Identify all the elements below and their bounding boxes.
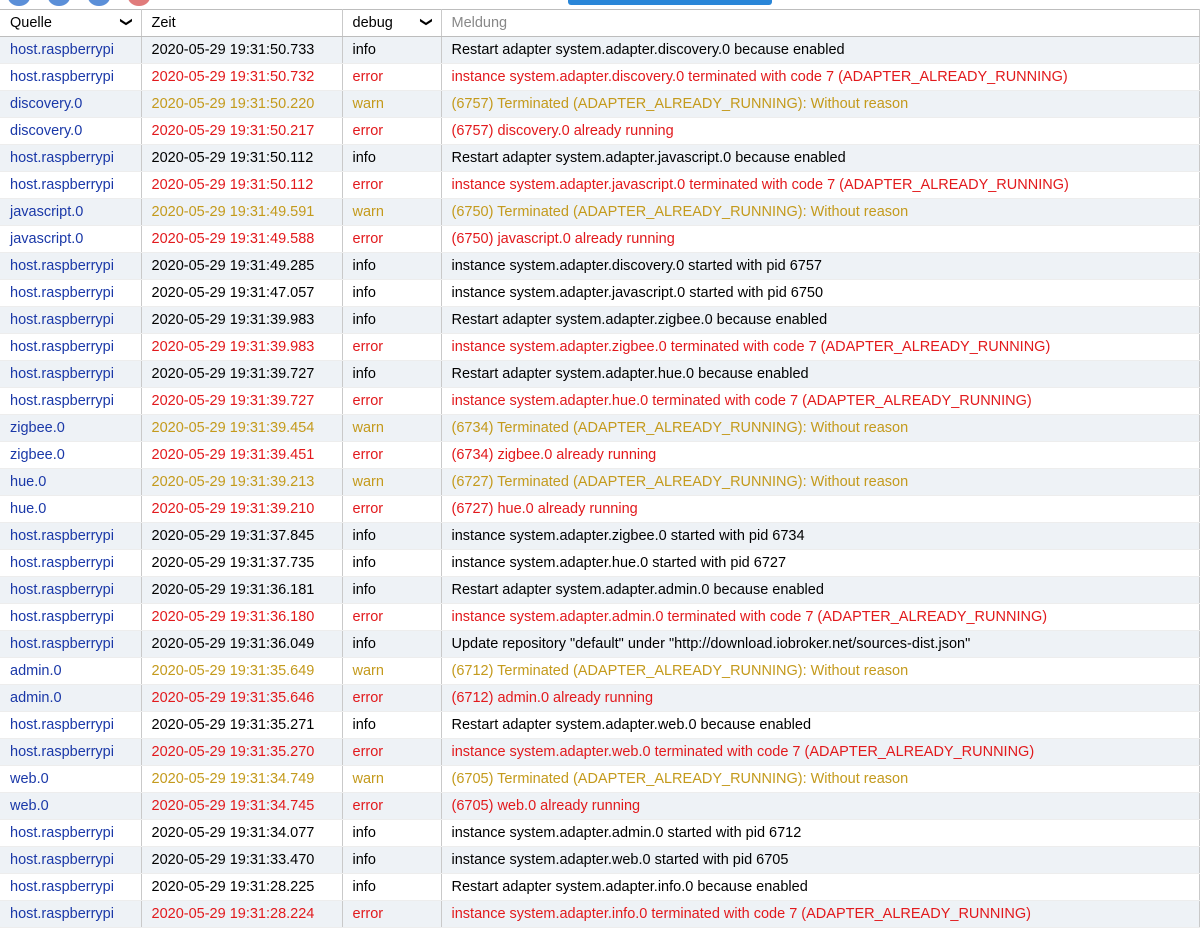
- log-source: host.raspberrypi: [0, 820, 141, 847]
- log-message: (6734) Terminated (ADAPTER_ALREADY_RUNNING): Without reason: [441, 415, 1200, 442]
- log-row[interactable]: [0, 577, 1200, 604]
- log-level: info: [342, 37, 441, 64]
- log-level: info: [342, 577, 441, 604]
- log-level: warn: [342, 658, 441, 685]
- log-time: 2020-05-29 19:31:39.983: [141, 307, 342, 334]
- log-level: info: [342, 847, 441, 874]
- log-level: info: [342, 145, 441, 172]
- log-row[interactable]: [0, 280, 1200, 307]
- log-row[interactable]: [0, 874, 1200, 901]
- toolbar-button-1[interactable]: [8, 0, 30, 6]
- log-level: warn: [342, 91, 441, 118]
- log-source: host.raspberrypi: [0, 604, 141, 631]
- log-message: (6727) hue.0 already running: [441, 496, 1200, 523]
- log-source: host.raspberrypi: [0, 388, 141, 415]
- log-message: instance system.adapter.discovery.0 started with pid 6757: [441, 253, 1200, 280]
- log-message: instance system.adapter.admin.0 started with pid 6712: [441, 820, 1200, 847]
- log-source: host.raspberrypi: [0, 361, 141, 388]
- toolbar-remnant: [0, 0, 1200, 8]
- log-time: 2020-05-29 19:31:36.180: [141, 604, 342, 631]
- log-source: host.raspberrypi: [0, 874, 141, 901]
- log-time: 2020-05-29 19:31:37.735: [141, 550, 342, 577]
- log-message: Restart adapter system.adapter.admin.0 because enabled: [441, 577, 1200, 604]
- log-table-header: [0, 10, 1200, 37]
- log-level: error: [342, 226, 441, 253]
- log-message: (6705) web.0 already running: [441, 793, 1200, 820]
- log-level: info: [342, 361, 441, 388]
- log-row[interactable]: [0, 631, 1200, 658]
- log-message: instance system.adapter.info.0 terminated with code 7 (ADAPTER_ALREADY_RUNNING): [441, 901, 1200, 928]
- log-row[interactable]: [0, 91, 1200, 118]
- log-level: warn: [342, 199, 441, 226]
- log-row[interactable]: [0, 604, 1200, 631]
- log-message: (6734) zigbee.0 already running: [441, 442, 1200, 469]
- log-time: 2020-05-29 19:31:49.591: [141, 199, 342, 226]
- log-row[interactable]: [0, 145, 1200, 172]
- log-time: 2020-05-29 19:31:39.213: [141, 469, 342, 496]
- log-level: info: [342, 523, 441, 550]
- level-header-label: debug: [352, 15, 393, 31]
- log-row[interactable]: [0, 361, 1200, 388]
- log-message: instance system.adapter.web.0 terminated with code 7 (ADAPTER_ALREADY_RUNNING): [441, 739, 1200, 766]
- log-source: host.raspberrypi: [0, 307, 141, 334]
- log-time: 2020-05-29 19:31:34.745: [141, 793, 342, 820]
- log-level: error: [342, 793, 441, 820]
- log-row[interactable]: [0, 766, 1200, 793]
- log-source: host.raspberrypi: [0, 334, 141, 361]
- log-time: 2020-05-29 19:31:39.454: [141, 415, 342, 442]
- log-message: Restart adapter system.adapter.hue.0 because enabled: [441, 361, 1200, 388]
- log-message: instance system.adapter.discovery.0 terminated with code 7 (ADAPTER_ALREADY_RUNNING): [441, 64, 1200, 91]
- source-header-label: Quelle: [10, 15, 52, 31]
- log-time: 2020-05-29 19:31:34.077: [141, 820, 342, 847]
- log-source: javascript.0: [0, 226, 141, 253]
- chevron-down-icon: ❮: [418, 16, 433, 28]
- log-message: Restart adapter system.adapter.discovery.0 because enabled: [441, 37, 1200, 64]
- log-table: [0, 9, 1200, 928]
- log-time: 2020-05-29 19:31:49.285: [141, 253, 342, 280]
- log-level: info: [342, 253, 441, 280]
- log-level: error: [342, 64, 441, 91]
- log-message: (6750) Terminated (ADAPTER_ALREADY_RUNNING): Without reason: [441, 199, 1200, 226]
- log-level: error: [342, 388, 441, 415]
- log-row[interactable]: [0, 739, 1200, 766]
- log-message: instance system.adapter.web.0 started with pid 6705: [441, 847, 1200, 874]
- log-message: instance system.adapter.javascript.0 terminated with code 7 (ADAPTER_ALREADY_RUNNING): [441, 172, 1200, 199]
- log-message: instance system.adapter.hue.0 terminated with code 7 (ADAPTER_ALREADY_RUNNING): [441, 388, 1200, 415]
- log-time: 2020-05-29 19:31:33.470: [141, 847, 342, 874]
- log-source: host.raspberrypi: [0, 739, 141, 766]
- log-level: info: [342, 280, 441, 307]
- log-source: host.raspberrypi: [0, 577, 141, 604]
- log-source: host.raspberrypi: [0, 64, 141, 91]
- toolbar-button-4[interactable]: [128, 0, 150, 6]
- log-row[interactable]: [0, 37, 1200, 64]
- source-filter-select[interactable]: [0, 10, 141, 37]
- message-filter-input[interactable]: [441, 10, 1200, 37]
- log-message: Update repository "default" under "http://download.iobroker.net/sources-dist.json": [441, 631, 1200, 658]
- log-time: 2020-05-29 19:31:50.112: [141, 172, 342, 199]
- log-level: error: [342, 604, 441, 631]
- log-time: 2020-05-29 19:31:35.271: [141, 712, 342, 739]
- log-time: 2020-05-29 19:31:47.057: [141, 280, 342, 307]
- log-source: host.raspberrypi: [0, 523, 141, 550]
- log-message: Restart adapter system.adapter.zigbee.0 because enabled: [441, 307, 1200, 334]
- log-row[interactable]: [0, 388, 1200, 415]
- log-row[interactable]: [0, 118, 1200, 145]
- log-time: 2020-05-29 19:31:36.181: [141, 577, 342, 604]
- log-level: error: [342, 496, 441, 523]
- log-message: instance system.adapter.zigbee.0 terminated with code 7 (ADAPTER_ALREADY_RUNNING): [441, 334, 1200, 361]
- log-row[interactable]: [0, 253, 1200, 280]
- chevron-down-icon: ❮: [118, 16, 133, 28]
- log-row[interactable]: [0, 793, 1200, 820]
- log-time: 2020-05-29 19:31:49.588: [141, 226, 342, 253]
- log-level: error: [342, 739, 441, 766]
- message-header-label: Meldung: [451, 15, 508, 31]
- log-source: host.raspberrypi: [0, 280, 141, 307]
- log-level: info: [342, 550, 441, 577]
- log-time: 2020-05-29 19:31:28.225: [141, 874, 342, 901]
- log-source: host.raspberrypi: [0, 37, 141, 64]
- log-level: error: [342, 685, 441, 712]
- log-row[interactable]: [0, 658, 1200, 685]
- log-time: 2020-05-29 19:31:39.451: [141, 442, 342, 469]
- log-row[interactable]: [0, 307, 1200, 334]
- log-level: error: [342, 334, 441, 361]
- log-row[interactable]: [0, 901, 1200, 928]
- log-row[interactable]: [0, 820, 1200, 847]
- log-row[interactable]: [0, 685, 1200, 712]
- log-time: 2020-05-29 19:31:37.845: [141, 523, 342, 550]
- log-message: (6705) Terminated (ADAPTER_ALREADY_RUNNING): Without reason: [441, 766, 1200, 793]
- log-time: 2020-05-29 19:31:39.727: [141, 361, 342, 388]
- log-row[interactable]: [0, 415, 1200, 442]
- log-source: host.raspberrypi: [0, 712, 141, 739]
- log-source: host.raspberrypi: [0, 550, 141, 577]
- log-level: warn: [342, 469, 441, 496]
- log-row[interactable]: [0, 712, 1200, 739]
- log-row[interactable]: [0, 334, 1200, 361]
- log-level: error: [342, 172, 441, 199]
- log-time: 2020-05-29 19:31:35.649: [141, 658, 342, 685]
- log-message: (6750) javascript.0 already running: [441, 226, 1200, 253]
- log-source: host.raspberrypi: [0, 172, 141, 199]
- log-source: hue.0: [0, 496, 141, 523]
- log-level: info: [342, 874, 441, 901]
- time-filter-input[interactable]: [141, 10, 342, 37]
- toolbar-button-3[interactable]: [88, 0, 110, 6]
- log-level: warn: [342, 415, 441, 442]
- log-row[interactable]: [0, 550, 1200, 577]
- log-source: zigbee.0: [0, 415, 141, 442]
- toolbar-button-2[interactable]: [48, 0, 70, 6]
- log-message: Restart adapter system.adapter.javascript.0 because enabled: [441, 145, 1200, 172]
- time-header-label: Zeit: [151, 15, 176, 31]
- log-time: 2020-05-29 19:31:35.646: [141, 685, 342, 712]
- log-source: host.raspberrypi: [0, 847, 141, 874]
- log-message: Restart adapter system.adapter.info.0 because enabled: [441, 874, 1200, 901]
- log-time: 2020-05-29 19:31:50.732: [141, 64, 342, 91]
- log-source: hue.0: [0, 469, 141, 496]
- log-message: Restart adapter system.adapter.web.0 because enabled: [441, 712, 1200, 739]
- log-row[interactable]: [0, 199, 1200, 226]
- log-row[interactable]: [0, 469, 1200, 496]
- log-level: info: [342, 307, 441, 334]
- log-message: instance system.adapter.admin.0 terminated with code 7 (ADAPTER_ALREADY_RUNNING): [441, 604, 1200, 631]
- accent-button[interactable]: [568, 0, 772, 5]
- log-source: host.raspberrypi: [0, 631, 141, 658]
- log-row[interactable]: [0, 226, 1200, 253]
- log-level: info: [342, 712, 441, 739]
- log-time: 2020-05-29 19:31:28.224: [141, 901, 342, 928]
- log-message: (6757) Terminated (ADAPTER_ALREADY_RUNNING): Without reason: [441, 91, 1200, 118]
- log-source: discovery.0: [0, 118, 141, 145]
- log-level: error: [342, 442, 441, 469]
- log-row[interactable]: [0, 64, 1200, 91]
- log-row[interactable]: [0, 442, 1200, 469]
- log-message: (6727) Terminated (ADAPTER_ALREADY_RUNNING): Without reason: [441, 469, 1200, 496]
- level-filter-select[interactable]: [342, 10, 441, 37]
- log-row[interactable]: [0, 172, 1200, 199]
- log-level: error: [342, 901, 441, 928]
- log-message: instance system.adapter.hue.0 started with pid 6727: [441, 550, 1200, 577]
- log-message: (6712) Terminated (ADAPTER_ALREADY_RUNNING): Without reason: [441, 658, 1200, 685]
- log-time: 2020-05-29 19:31:50.220: [141, 91, 342, 118]
- log-message: (6712) admin.0 already running: [441, 685, 1200, 712]
- log-time: 2020-05-29 19:31:39.727: [141, 388, 342, 415]
- log-time: 2020-05-29 19:31:34.749: [141, 766, 342, 793]
- log-source: web.0: [0, 793, 141, 820]
- log-time: 2020-05-29 19:31:36.049: [141, 631, 342, 658]
- log-source: host.raspberrypi: [0, 901, 141, 928]
- log-message: (6757) discovery.0 already running: [441, 118, 1200, 145]
- log-row[interactable]: [0, 496, 1200, 523]
- log-source: admin.0: [0, 658, 141, 685]
- log-time: 2020-05-29 19:31:50.733: [141, 37, 342, 64]
- log-level: warn: [342, 766, 441, 793]
- log-time: 2020-05-29 19:31:50.112: [141, 145, 342, 172]
- log-source: host.raspberrypi: [0, 253, 141, 280]
- log-row[interactable]: [0, 523, 1200, 550]
- log-source: discovery.0: [0, 91, 141, 118]
- log-source: web.0: [0, 766, 141, 793]
- log-level: info: [342, 631, 441, 658]
- log-source: host.raspberrypi: [0, 145, 141, 172]
- log-time: 2020-05-29 19:31:35.270: [141, 739, 342, 766]
- log-level: error: [342, 118, 441, 145]
- log-source: zigbee.0: [0, 442, 141, 469]
- log-level: info: [342, 820, 441, 847]
- log-time: 2020-05-29 19:31:39.983: [141, 334, 342, 361]
- log-time: 2020-05-29 19:31:50.217: [141, 118, 342, 145]
- log-table-body: [0, 37, 1200, 928]
- log-source: javascript.0: [0, 199, 141, 226]
- log-time: 2020-05-29 19:31:39.210: [141, 496, 342, 523]
- log-message: instance system.adapter.javascript.0 started with pid 6750: [441, 280, 1200, 307]
- log-message: instance system.adapter.zigbee.0 started with pid 6734: [441, 523, 1200, 550]
- log-row[interactable]: [0, 847, 1200, 874]
- log-source: admin.0: [0, 685, 141, 712]
